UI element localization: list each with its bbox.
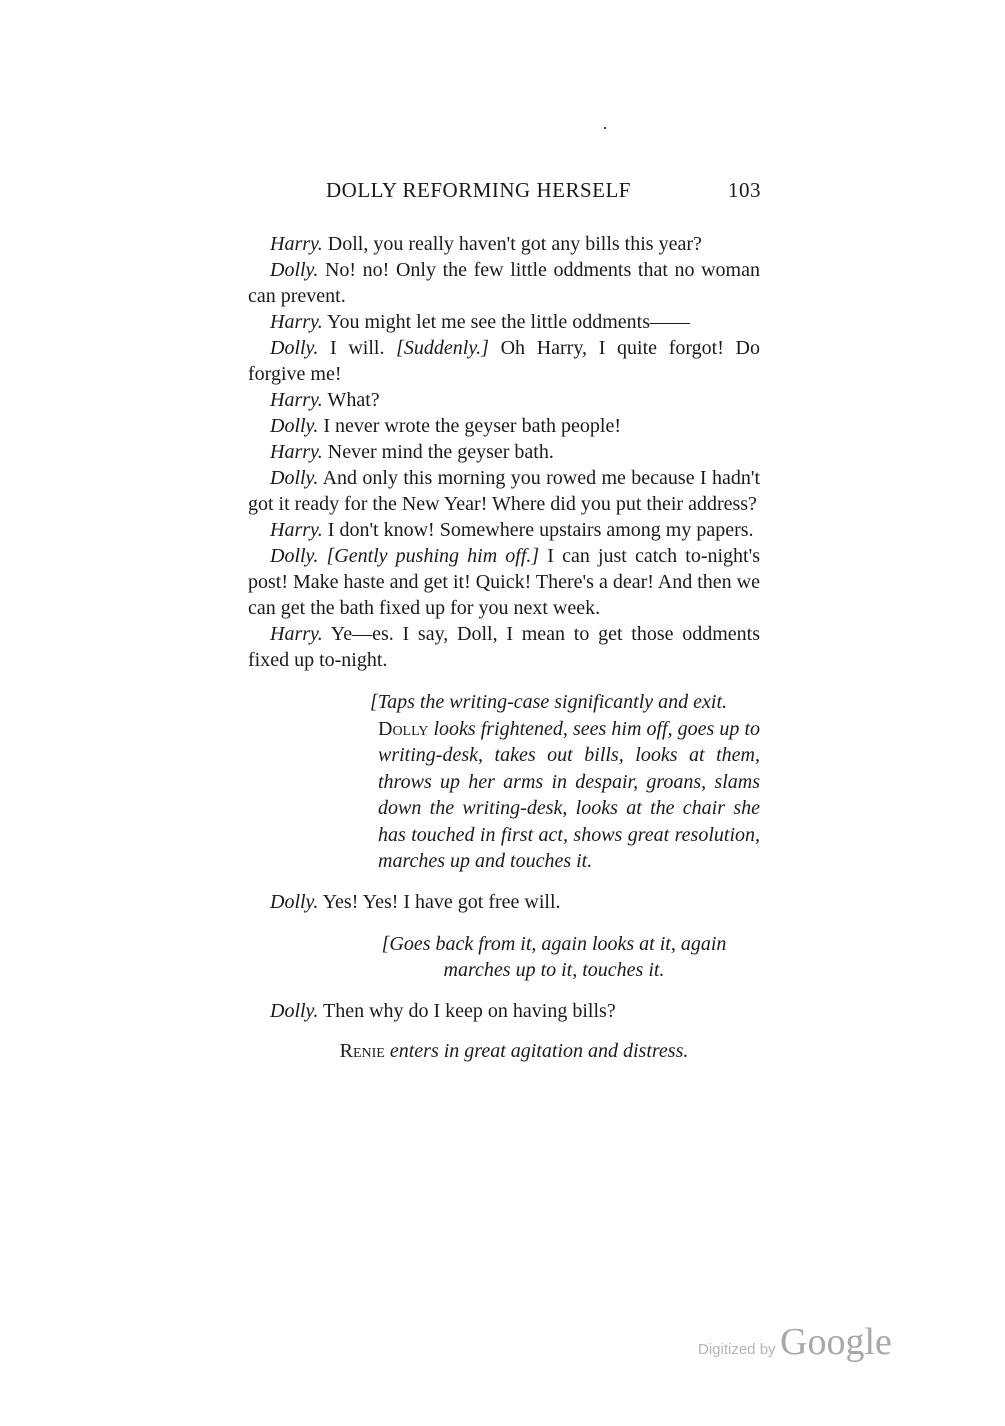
dialogue-line: Harry. Ye—es. I say, Doll, I mean to get those oddments fixed up to-night. — [248, 623, 760, 671]
print-speck — [604, 127, 606, 129]
dialogue-line: Dolly. Yes! Yes! I have got free will. — [270, 890, 561, 913]
dialogue-line: Dolly. I never wrote the geyser bath people! — [270, 415, 621, 437]
character-name: Renie — [339, 1039, 385, 1062]
dialogue-line: Harry. Never mind the geyser bath. — [270, 441, 554, 463]
speaker-name: Harry. — [270, 389, 323, 411]
speaker-name: Harry. — [270, 623, 323, 645]
dialogue-line: Harry. What? — [270, 389, 380, 411]
dialogue-line: Dolly. [Gently pushing him off.] I can just catch to-night's post! Make haste and get it! Quick! There's a dear! And then we can get the bath fixed up for you next week. — [248, 545, 760, 619]
inline-stage-direction: [Suddenly.] — [396, 337, 489, 359]
speaker-name: Dolly. — [270, 415, 319, 437]
google-logo: Google — [780, 1321, 892, 1363]
speaker-name: Harry. — [270, 311, 323, 333]
speaker-name: Harry. — [270, 233, 323, 255]
dialogue-line: Harry. I don't know! Somewhere upstairs among my papers. — [270, 519, 754, 541]
speaker-name: Harry. — [270, 441, 323, 463]
speaker-name: Dolly. — [270, 890, 319, 913]
speaker-name: Dolly. — [270, 999, 319, 1022]
stage-direction-block: [Goes back from it, again looks at it, again marches up to it, touches it. — [381, 932, 727, 981]
play-text — [248, 231, 760, 1084]
character-name: Dolly — [378, 717, 429, 740]
entrance-direction: Renie enters in great agitation and distress. — [339, 1039, 689, 1062]
speaker-name: Harry. — [270, 519, 323, 541]
dialogue-line: Dolly. Then why do I keep on having bills? — [270, 999, 616, 1022]
speaker-name: Dolly. — [270, 545, 319, 567]
speaker-name: Dolly. — [270, 337, 319, 359]
stage-direction-block: [Taps the writing-case significantly and exit. Dolly looks frightened, sees him off, goes up to writing-desk, takes out bills, looks at them, throws up her arms in despair, groans, slams down the writing-desk, looks at the chair she has touched in first act, shows great resolution, marches up and touches it. — [370, 691, 760, 872]
dialogue-line: Harry. Doll, you really haven't got any bills this year? — [270, 233, 702, 255]
dialogue-line: Harry. You might let me see the little oddments—— — [270, 311, 690, 333]
speaker-name: Dolly. — [270, 467, 319, 489]
running-title: DOLLY REFORMING HERSELF — [326, 178, 631, 202]
dialogue-line: Dolly. No! no! Only the few little oddments that no woman can prevent. — [248, 259, 760, 307]
page-number: 103 — [728, 178, 761, 202]
speaker-name: Dolly. — [270, 259, 319, 281]
dialogue-line: Dolly. And only this morning you rowed me because I hadn't got it ready for the New Year! Where did you put their address? — [248, 467, 760, 515]
dialogue-line: Dolly. I will. [Suddenly.] Oh Harry, I quite forgot! Do forgive me! — [248, 337, 760, 385]
inline-stage-direction: [Gently pushing him off.] — [326, 545, 540, 567]
digitized-watermark: Digitized by Google — [698, 1321, 892, 1363]
